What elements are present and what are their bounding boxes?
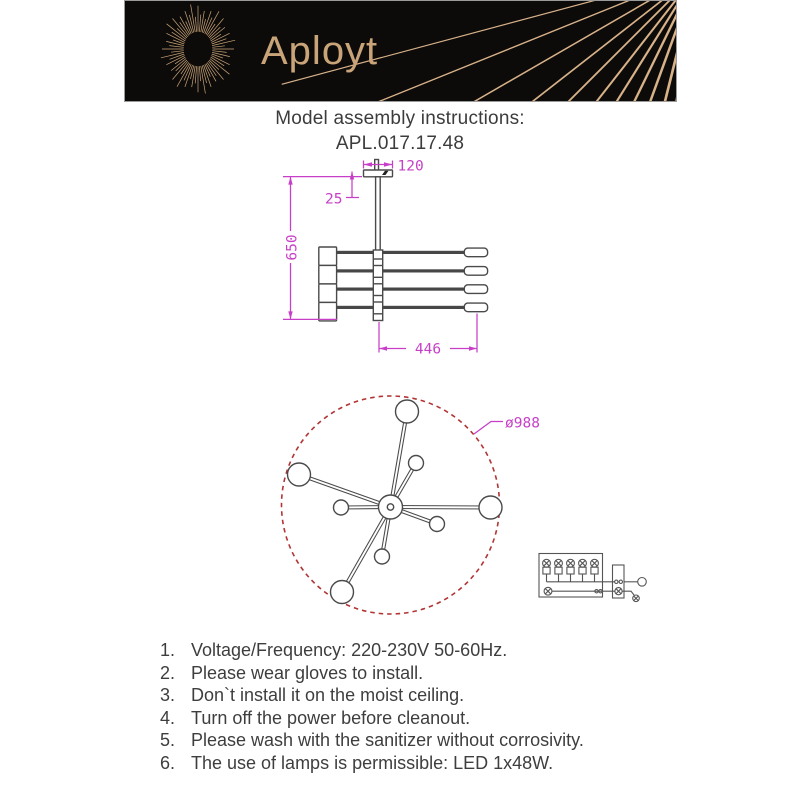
model-number: APL.017.17.48 [335, 132, 465, 154]
list-item: Don`t install it on the moist ceiling. [191, 685, 465, 706]
lamp-arms [336, 251, 465, 309]
brand-banner [124, 0, 677, 102]
list-item: Voltage/Frequency: 220-230V 50-60Hz. [191, 640, 508, 660]
central-column [373, 250, 382, 321]
assembly-drawing [120, 150, 680, 650]
ground-screw-right-icon [633, 595, 640, 602]
wiring-diagram [539, 554, 646, 602]
list-item: Please wash with the sanitizer without corrosivity. [191, 730, 584, 751]
wires [547, 574, 615, 591]
dim-label-diameter: ø988 [505, 415, 540, 432]
left-lamp-blocks [319, 247, 337, 321]
side-view [319, 160, 488, 321]
banner-graphics [125, 1, 677, 102]
page-title: Model assembly instructions: [275, 108, 525, 129]
lamp-symbol [638, 578, 647, 587]
dim-label-120: 120 [397, 158, 424, 175]
top-view-lamps [288, 400, 503, 604]
center-hub-pin [387, 504, 393, 510]
top-view [282, 396, 540, 614]
dim-label-446: 446 [414, 341, 442, 358]
screw-terminals [543, 559, 599, 574]
title-block [0, 107, 800, 156]
driver-screw-icon [615, 588, 622, 595]
list-item: Turn off the power before cleanout. [191, 707, 471, 728]
list-item: The use of lamps is permissible: LED 1x48W. [191, 752, 554, 773]
brand-logo-text: Aployt [261, 29, 379, 73]
dim-label-650: 650 [284, 234, 301, 261]
list-item: Please wear gloves to install. [191, 662, 424, 683]
suspension-rod [376, 177, 381, 251]
ground-screw-icon [544, 587, 552, 595]
dim-label-25: 25 [325, 191, 343, 208]
instruction-list [160, 639, 670, 775]
right-lamp-heads [464, 248, 487, 312]
starburst-logo-icon [161, 5, 235, 94]
diameter-leader-line [474, 422, 503, 435]
